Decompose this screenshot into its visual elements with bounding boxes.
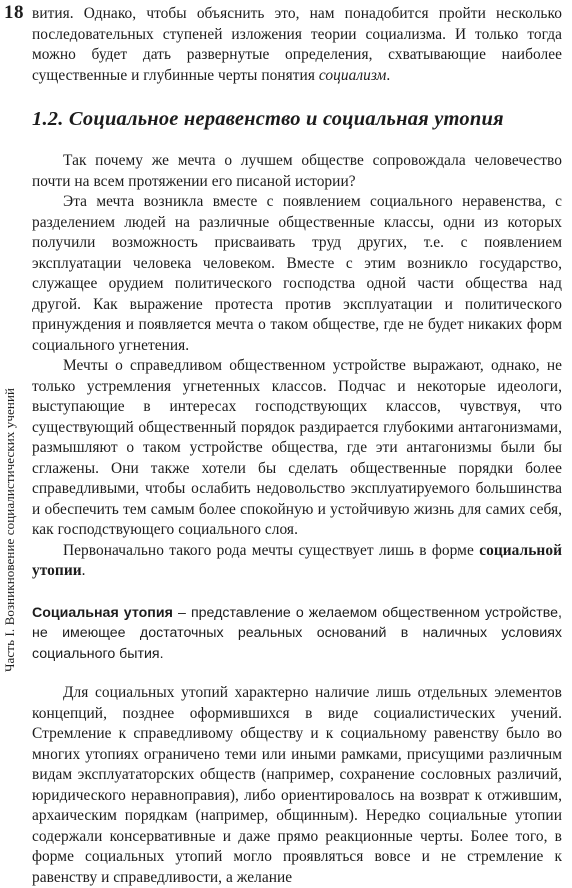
- section-title: 1.2. Социальное неравенство и социальная утопия: [32, 108, 504, 130]
- definition-term: Социальная утопия: [32, 604, 173, 621]
- paragraph-4-end: .: [81, 562, 86, 579]
- running-header-spine: [0, 36, 22, 676]
- paragraph-2: Эта мечта возникла вместе с появлением социального неравенства, с разделением людей на различные общественные классы, одни из которых получили возможность присваивать труд других, т.е. с появлением эксплуатации человека человеком. Вместе с этим возникло государство, служащее орудием политического господства одной части общества над другой. Как выражение протеста против эксплуатации и политического принуждения и появляется мечта о таком обществе, где не будет никаких форм социального угнетения.: [32, 193, 562, 354]
- running-header: Часть I. Возникновение социалистических учений: [2, 387, 17, 672]
- paragraph-4-term: социальной утопии: [32, 541, 562, 579]
- intro-paragraph: [32, 4, 562, 86]
- paragraph-1: Так почему же мечта о лучшем обществе сопровождала человечество почти на всем протяжении его писаной истории?: [32, 152, 562, 190]
- paragraph-3: Мечты о справедливом общественном устройстве выражают, однако, не только устремления угнетенных классов. Подчас и некоторые идеологи, выступающие в интересах господствующих классов, чувствуя, что существующий общественный порядок раздирается глубокими антагонизмами, размышляют о таком устройстве общества, где эти антагонизмы были бы сглажены. Они также хотели бы сделать общественные порядки более справедливыми, чтобы ослабить недовольство эксплуатируемого большинства и обеспечить тем самым более спокойную и устойчивую жизнь для самих себя, как господствующего социального слоя.: [32, 357, 562, 538]
- intro-end: .: [386, 66, 391, 84]
- paragraph-4: [32, 541, 562, 582]
- page-number: 18: [4, 2, 24, 23]
- intro-term: социализм: [318, 66, 387, 84]
- intro-text: вития. Однако, чтобы объяснить это, нам понадобится пройти несколько последовательных ступеней изложения теории социализма. И только тогда можно будет дать развернутые определения, схватывающие наиболее существенные и глубинные черты понятия: [32, 5, 562, 84]
- page-content: [32, 4, 562, 888]
- definition-box: [32, 603, 562, 665]
- paragraph-4-text: Первоначально такого рода мечты существует лишь в форме: [63, 541, 480, 559]
- definition-text: – представление о желаемом общественном устройстве, не имеющее достаточных реальных оснований в наличных условиях социального бытия.: [32, 604, 562, 662]
- closing-paragraph: Для социальных утопий характерно наличие лишь отдельных элементов концепций, позднее оформившихся в виде социалистических учений. Стремление к справедливому обществу и к социальному равенству было во многих утопиях ограничено теми или иными рамками, присущими различным видам эксплуататорских обществ (например, сохранение сословных различий, юридического неравноправия), либо ориентировалось на возврат к отжившим, архаическим порядкам (например, общинным). Нередко социальные утопии содержали консервативные и даже прямо реакционные черты. Более того, в форме социальных утопий могло проявляться вовсе и не стремление к равенству и справедливости, а желание: [32, 684, 562, 886]
